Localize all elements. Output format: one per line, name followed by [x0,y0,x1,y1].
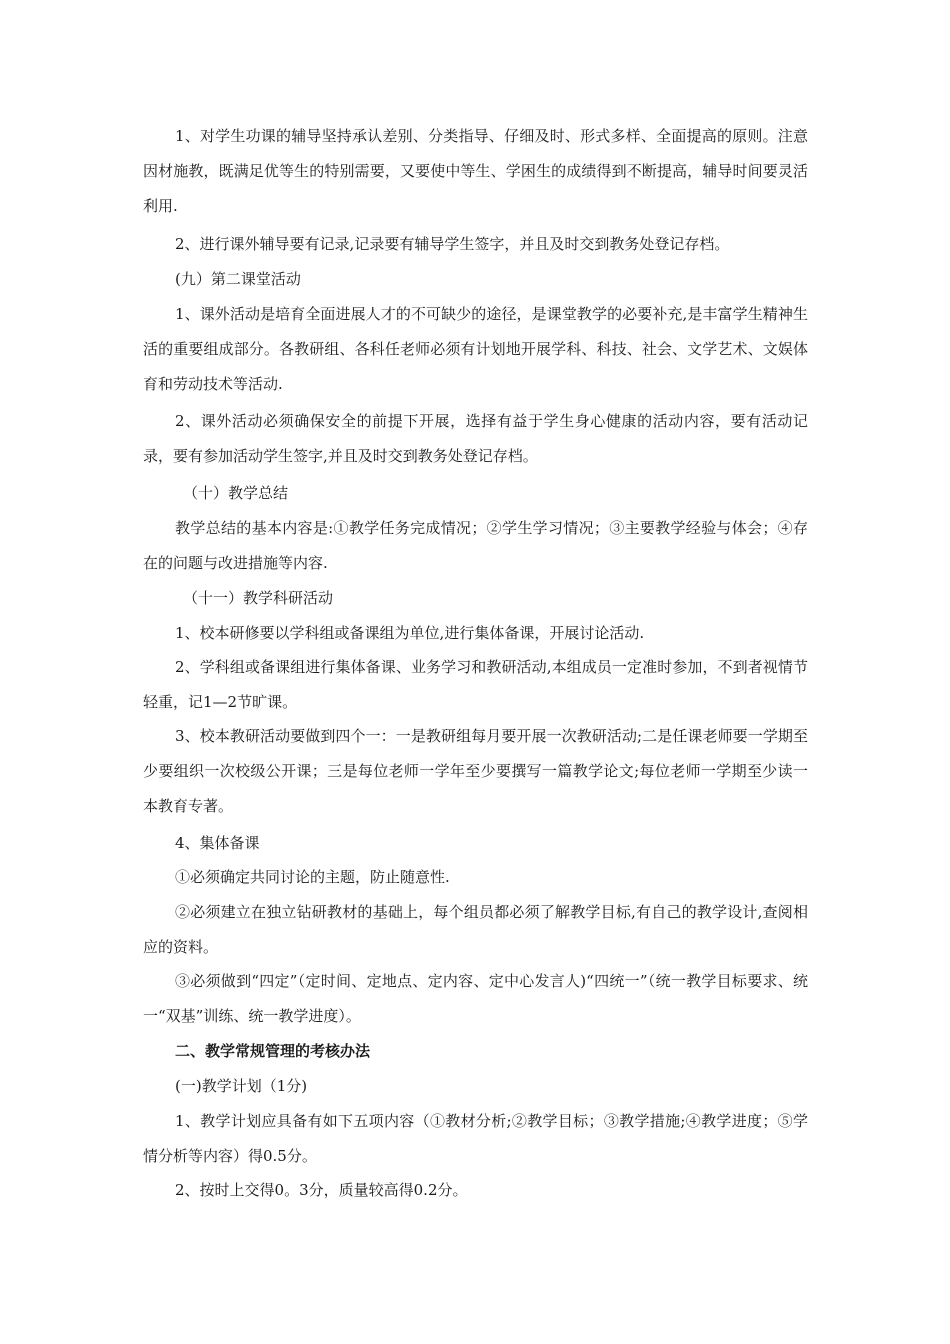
heading-second-classroom: (九）第二课堂活动 [175,270,301,288]
paragraph-teaching-summary: 教学总结的基本内容是:①教学任务完成情况；②学生学习情况；③主要教学经验与体会；④存在的问题与改进措施等内容. [143,519,808,572]
paragraph-plan-contents: 1、教学计划应具备有如下五项内容（①教材分析;②教学目标；③教学措施;④教学进度；⑤学情分析等内容）得0.5分。 [143,1112,808,1165]
heading-collective-preparation: 4、集体备课 [175,834,260,852]
heading-teaching-summary: （十）教学总结 [183,484,289,502]
paragraph-item-3: ③必须做到“四定”（定时间、定地点、定内容、定中心发言人)“四统一”（统一教学目标要求、统一“双基”训练、统一教学进度）。 [143,972,808,1025]
paragraph-tutoring-principles: 1、对学生功课的辅导坚持承认差别、分类指导、仔细及时、形式多样、全面提高的原则。注意因材施教，既满足优等生的特别需要，又要使中等生、学困生的成绩得到不断提高，辅导时间要灵活利用. [143,127,808,215]
paragraph-item-2: ②必须建立在独立钻研教材的基础上，每个组员都必须了解教学目标,有自己的教学设计,查阅相应的资料。 [143,903,808,956]
paragraph-item-1: ①必须确定共同讨论的主题，防止随意性. [175,868,450,886]
paragraph-four-ones: 3、校本教研活动要做到四个一：一是教研组每月要开展一次教研活动;二是任课老师要一学期至少要组织一次校级公开课；三是每位老师一学年至少要撰写一篇教学论文;每位老师一学期至少读一本教育专著。 [143,727,808,815]
paragraph-group-preparation: 2、学科组或备课组进行集体备课、业务学习和教研活动,本组成员一定准时参加，不到者视情节轻重，记1—2节旷课。 [143,658,808,711]
paragraph-plan-submission: 2、按时上交得0。3分，质量较高得0.2分。 [175,1181,468,1199]
section-heading-assessment: 二、教学常规管理的考核办法 [175,1042,371,1060]
heading-research-activities: （十一）教学科研活动 [183,589,334,607]
paragraph-extracurricular-safety: 2、课外活动必须确保安全的前提下开展，选择有益于学生身心健康的活动内容，要有活动记录，要有参加活动学生签字,并且及时交到教务处登记存档。 [143,412,808,465]
paragraph-tutoring-records: 2、进行课外辅导要有记录,记录要有辅导学生签字，并且及时交到教务处登记存档。 [175,235,730,253]
heading-teaching-plan: (一)教学计划（1分) [175,1077,308,1095]
paragraph-school-research: 1、校本研修要以学科组或备课组为单位,进行集体备课，开展讨论活动. [175,624,645,642]
paragraph-extracurricular-purpose: 1、课外活动是培育全面进展人才的不可缺少的途径，是课堂教学的必要补充,是丰富学生精神生活的重要组成部分。各教研组、各科任老师必须有计划地开展学科、科技、社会、文学艺术、文娱体育和劳动技术等活动. [143,305,808,393]
